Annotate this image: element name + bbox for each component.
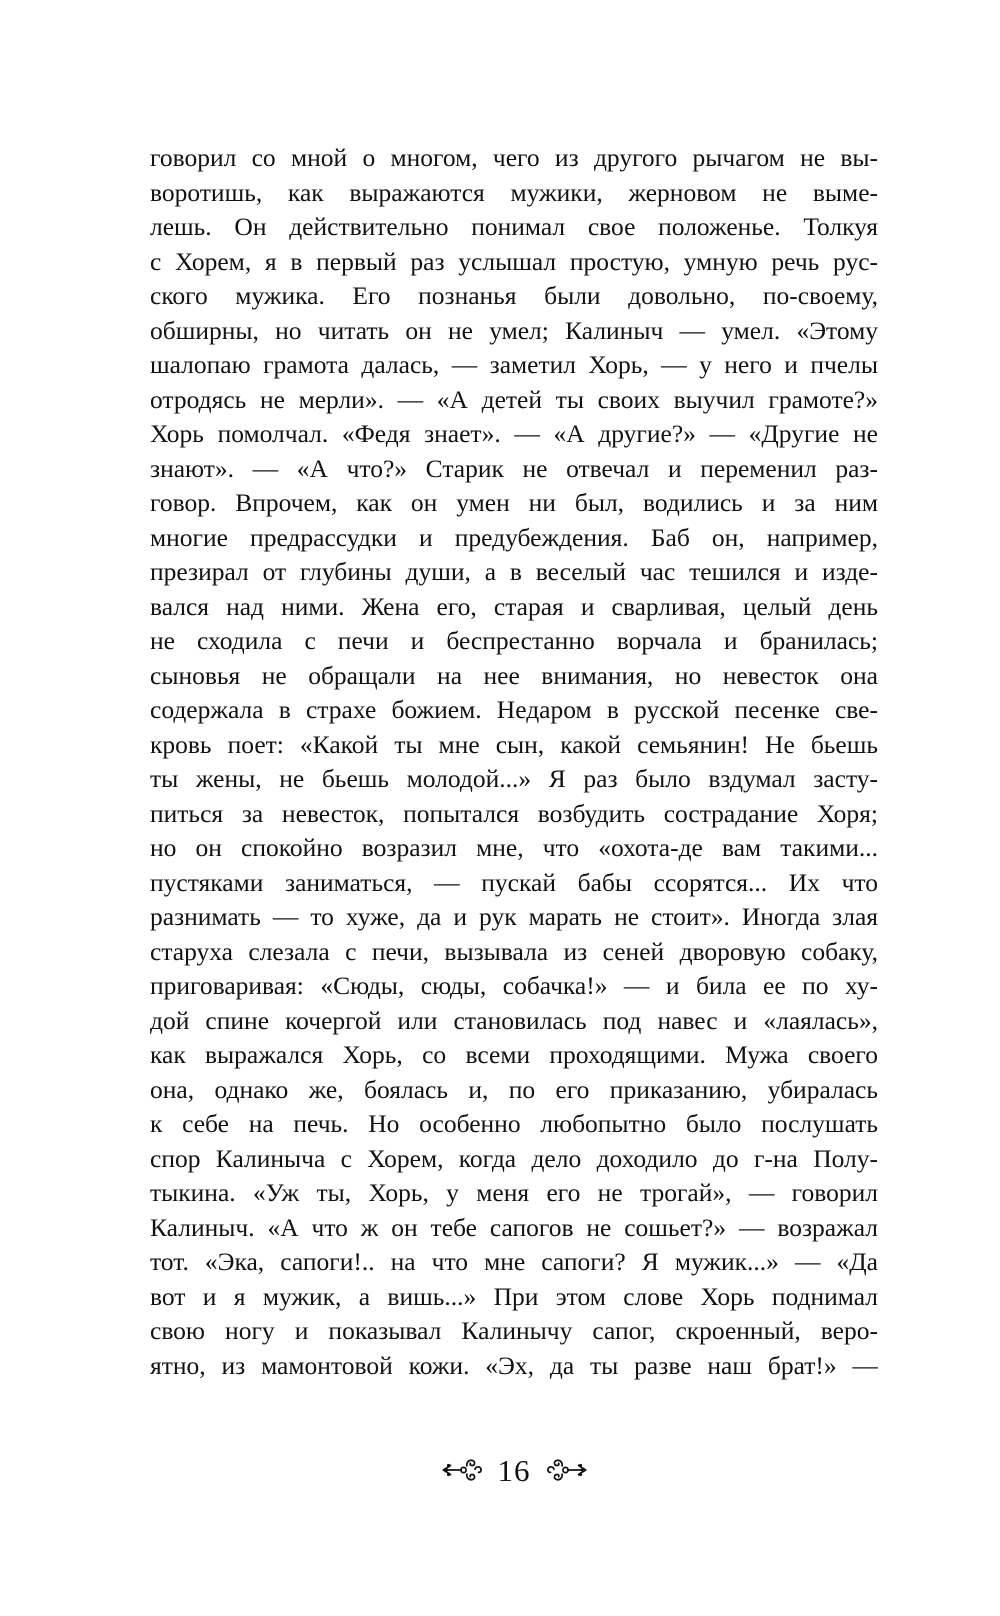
fleuron-right-icon	[545, 1455, 587, 1485]
text-line: вот и я мужик, а вишь...» При этом слове Хорь поднимал	[150, 1281, 878, 1311]
text-line: старуха слезала с печи, вызывала из сеней дворовую собаку,	[150, 936, 878, 966]
text-line: разнимать — то хуже, да и рук марать не стоит». Иногда злая	[150, 902, 878, 931]
text-line: многие предрассудки и предубеждения. Баб он, например,	[150, 522, 878, 552]
text-line: спор Калиныча с Хорем, когда дело доходило до г-на Полу-	[150, 1143, 878, 1173]
text-line: тот. «Эка, сапоги!.. на что мне сапоги? Я мужик...» — «Да	[150, 1247, 878, 1276]
text-line: содержала в страхе божием. Недаром в русской песенке све-	[150, 695, 878, 724]
text-line: лешь. Он действительно понимал свое положенье. Толкуя	[150, 212, 878, 241]
text-line: знают». — «А что?» Старик не отвечал и переменил раз-	[150, 453, 878, 483]
text-line: ты жены, не бьешь молодой...» Я раз было вздумал засту-	[150, 764, 878, 793]
text-line: тыкина. «Уж ты, Хорь, у меня его не трогай», — говорил	[150, 1178, 878, 1207]
fleuron-left-icon	[442, 1455, 484, 1485]
text-line: пустяками заниматься, — пускай бабы ссорятся... Их что	[150, 867, 878, 897]
text-line: ятно, из мамонтовой кожи. «Эх, да ты разве наш брат!» —	[150, 1350, 878, 1380]
text-line: говорил со мной о многом, чего из другого рычагом не вы-	[150, 143, 878, 172]
text-line: не сходила с печи и беспрестанно ворчала и бранилась;	[150, 626, 878, 655]
text-line: Калиныч. «А что ж он тебе сапогов не сошьет?» — возражал	[150, 1212, 878, 1242]
text-line: сыновья не обращали на нее внимания, но невесток она	[150, 660, 878, 690]
text-line: но он спокойно возразил мне, что «охота-де вам такими...	[150, 833, 878, 862]
text-line: Хорь помолчал. «Федя знает». — «А другие?» — «Другие не	[150, 419, 878, 448]
page-number: 16	[497, 1452, 531, 1488]
text-line: питься за невесток, попытался возбудить сострадание Хоря;	[150, 798, 878, 828]
text-line: отродясь не мерли». — «А детей ты своих выучил грамоте?»	[150, 384, 878, 414]
text-line: шалопаю грамота далась, — заметил Хорь, — у него и пчелы	[150, 350, 878, 379]
text-line: воротишь, как выражаются мужики, жерновом не выме-	[150, 177, 878, 207]
text-block	[150, 141, 878, 1383]
text-line: вался над ними. Жена его, старая и сварливая, целый день	[150, 591, 878, 621]
text-line: говор. Впрочем, как он умен ни был, водились и за ним	[150, 488, 878, 517]
text-line: к себе на печь. Но особенно любопытно было послушать	[150, 1109, 878, 1138]
text-line: как выражался Хорь, со всеми проходящими. Мужа своего	[150, 1040, 878, 1069]
text-line: с Хорем, я в первый раз услышал простую, умную речь рус-	[150, 246, 878, 276]
text-line: дой спине кочергой или становилась под навес и «лаялась»,	[150, 1005, 878, 1035]
page-footer	[150, 1448, 878, 1492]
text-line: презирал от глубины души, а в веселый час тешился и изде-	[150, 557, 878, 586]
text-line: кровь поет: «Какой ты мне сын, какой семьянин! Не бьешь	[150, 729, 878, 759]
text-line: обширны, но читать он не умел; Калиныч — умел. «Этому	[150, 315, 878, 345]
text-line: ского мужика. Его познанья были довольно, по-своему,	[150, 281, 878, 310]
text-line: свою ногу и показывал Калинычу сапог, скроенный, веро-	[150, 1316, 878, 1345]
text-line: она, однако же, боялась и, по его приказанию, убиралась	[150, 1074, 878, 1104]
text-line: приговаривая: «Сюды, сюды, собачка!» — и била ее по ху-	[150, 971, 878, 1000]
